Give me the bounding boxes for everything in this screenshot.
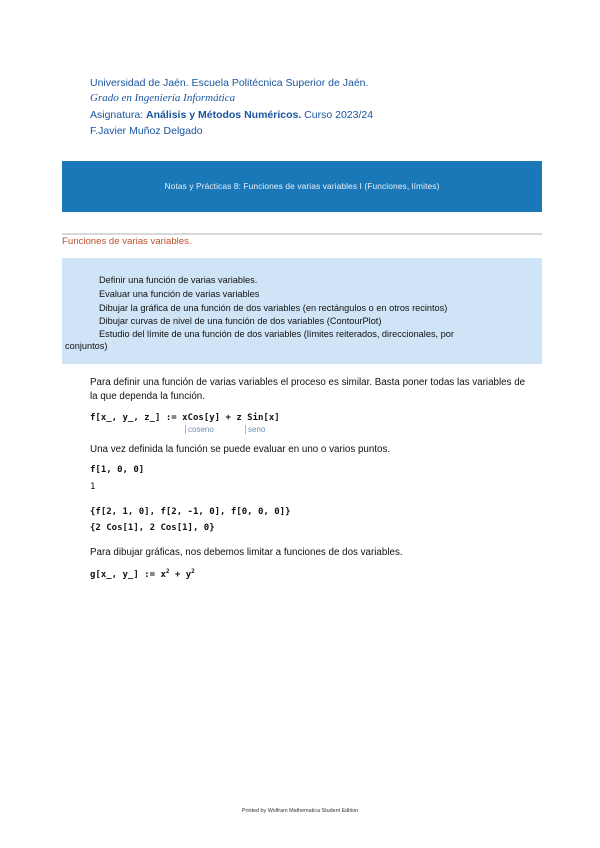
- subject-name: Análisis y Métodos Numéricos.: [146, 109, 302, 121]
- objectives-box: [62, 258, 542, 364]
- subject-prefix: Asignatura:: [90, 109, 147, 121]
- objective-item: Dibujar curvas de nivel de una función de dos variables (ContourPlot): [99, 316, 382, 326]
- section-title: Funciones de varias variables.: [62, 236, 192, 247]
- code-cos: Cos[y]: [187, 413, 221, 423]
- code-cell-eval-point[interactable]: f[1, 0, 0]: [90, 465, 145, 475]
- objective-continuation: conjuntos): [65, 341, 108, 351]
- code-cell-eval-list[interactable]: {f[2, 1, 0], f[2, -1, 0], f[0, 0, 0]}: [90, 507, 291, 517]
- objective-item: Dibujar la gráfica de una función de dos variables (en rectángulos o en otros recintos): [99, 303, 448, 313]
- paragraph-line: Para definir una función de varias variables el proceso es similar. Basta poner todas las variables de: [90, 377, 526, 388]
- paragraph-evaluate: Una vez definida la función se puede evaluar en uno o varios puntos.: [90, 444, 391, 455]
- tooltip-coseno: coseno: [185, 425, 214, 434]
- title-banner: [62, 161, 542, 212]
- header-author: F.Javier Muñoz Delgado: [90, 125, 203, 137]
- subject-course: Curso 2023/24: [301, 109, 374, 121]
- paragraph-line: la que dependa la función.: [90, 391, 205, 402]
- paragraph-graphs: Para dibujar gráficas, nos debemos limitar a funciones de dos variables.: [90, 547, 403, 558]
- tooltip-seno: seno: [245, 425, 265, 434]
- exponent: 2: [191, 568, 195, 575]
- code-x: x: [182, 413, 188, 423]
- objective-item: Evaluar una función de varias variables: [99, 289, 260, 299]
- code-def: g[x_, y_] := x: [90, 570, 166, 580]
- paragraph-define: [90, 376, 540, 404]
- exponent: 2: [165, 568, 170, 575]
- code-cell-define-g[interactable]: [90, 568, 195, 580]
- code-cell-define-f[interactable]: [90, 413, 280, 423]
- code-plus: + y: [169, 570, 192, 580]
- code-sin: Sin[x]: [247, 413, 280, 423]
- code-plus: + z: [220, 413, 248, 423]
- header-university: Universidad de Jaén. Escuela Politécnica Superior de Jaén.: [90, 77, 369, 89]
- code-def: f[x_, y_, z_] :=: [90, 413, 183, 423]
- header-degree: Grado en Ingeniería Informática: [90, 92, 236, 104]
- footer-printed-by: Printed by Wolfram Mathematica Student Edition: [241, 808, 359, 814]
- code-output-eval-point: 1: [90, 482, 96, 492]
- objective-item: Definir una función de varias variables.: [99, 275, 258, 285]
- banner-title: Notas y Prácticas 8: Funciones de varias variables I (Funciones, límites): [164, 181, 440, 191]
- code-output-eval-list: {2 Cos[1], 2 Cos[1], 0}: [90, 523, 215, 533]
- objective-item: Estudio del límite de una función de dos variables (límites reiterados, direccionales, por: [99, 329, 454, 339]
- header-subject: [90, 109, 373, 122]
- section-divider: [62, 233, 542, 235]
